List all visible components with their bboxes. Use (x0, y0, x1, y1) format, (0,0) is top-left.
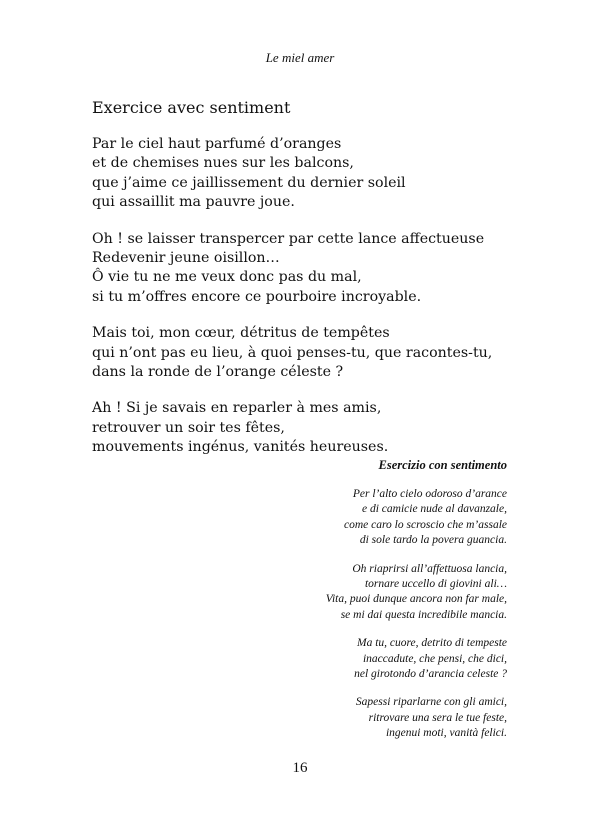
poem-line: qui assaillit ma pauvre joue. (92, 194, 295, 211)
french-stanza-4 (92, 399, 512, 457)
poem-line: inaccadute, che pensi, che dici, (362, 652, 507, 665)
poem-line: Ma tu, cuore, detrito di tempeste (357, 637, 507, 650)
poem-line: que j’aime ce jaillissement du dernier soleil (92, 174, 406, 191)
poem-line: ritrovare una sera le tue feste, (368, 711, 507, 724)
italian-stanza-3 (167, 636, 507, 682)
poem-line: et de chemises nues sur les balcons, (92, 155, 354, 172)
poem-line: Redevenir jeune oisillon… (92, 250, 280, 267)
italian-poem-title: Esercizio con sentimento (378, 458, 507, 472)
poem-line: e di camicie nude al davanzale, (362, 503, 507, 516)
french-poem-title: Exercice avec sentiment (92, 98, 291, 117)
poem-line: come caro lo scroscio che m’assale (344, 518, 507, 531)
french-stanza-2 (92, 230, 512, 308)
poem-line: si tu m’offres encore ce pourboire incroyable. (92, 288, 422, 305)
italian-poem (167, 458, 507, 755)
italian-stanza-4 (167, 695, 507, 741)
poem-line: Oh ! se laisser transpercer par cette lance affectueuse (92, 230, 485, 247)
french-stanza-3 (92, 324, 512, 382)
french-poem-body (92, 135, 512, 475)
poem-line: Ô vie tu ne me veux donc pas du mal, (92, 269, 362, 286)
poem-line: di sole tardo la povera guancia. (359, 534, 507, 547)
poem-line: Mais toi, mon cœur, détritus de tempêtes (92, 325, 390, 342)
poem-line: Per l’alto cielo odoroso d’arance (352, 488, 507, 500)
french-stanza-1 (92, 135, 512, 213)
poem-line: ingenui moti, vanità felici. (385, 727, 507, 740)
page-number: 16 (292, 760, 308, 776)
poem-line: nel girotondo d’arancia celeste ? (354, 668, 507, 681)
italian-stanza-1 (167, 487, 507, 549)
poem-line: dans la ronde de l’orange céleste ? (92, 364, 344, 381)
running-head-title: Le miel amer (265, 50, 335, 65)
poem-line: tornare uccello di giovini ali… (364, 578, 507, 591)
poem-line: Oh riaprirsi all’affettuosa lancia, (352, 562, 507, 575)
poem-line: Sapessi riparlarne con gli amici, (355, 696, 507, 709)
poem-line: mouvements ingénus, vanités heureuses. (92, 439, 389, 456)
poem-line: Par le ciel haut parfumé d’oranges (92, 136, 342, 152)
poem-line: Ah ! Si je savais en reparler à mes amis, (92, 400, 382, 417)
italian-stanza-2 (167, 562, 507, 624)
poem-line: se mi dai questa incredibile mancia. (340, 608, 507, 621)
poem-line: qui n’ont pas eu lieu, à quoi penses-tu, que racontes-tu, (92, 344, 493, 361)
poem-line: Vita, puoi dunque ancora non far male, (325, 593, 507, 606)
poem-line: retrouver un soir tes fêtes, (92, 419, 285, 436)
